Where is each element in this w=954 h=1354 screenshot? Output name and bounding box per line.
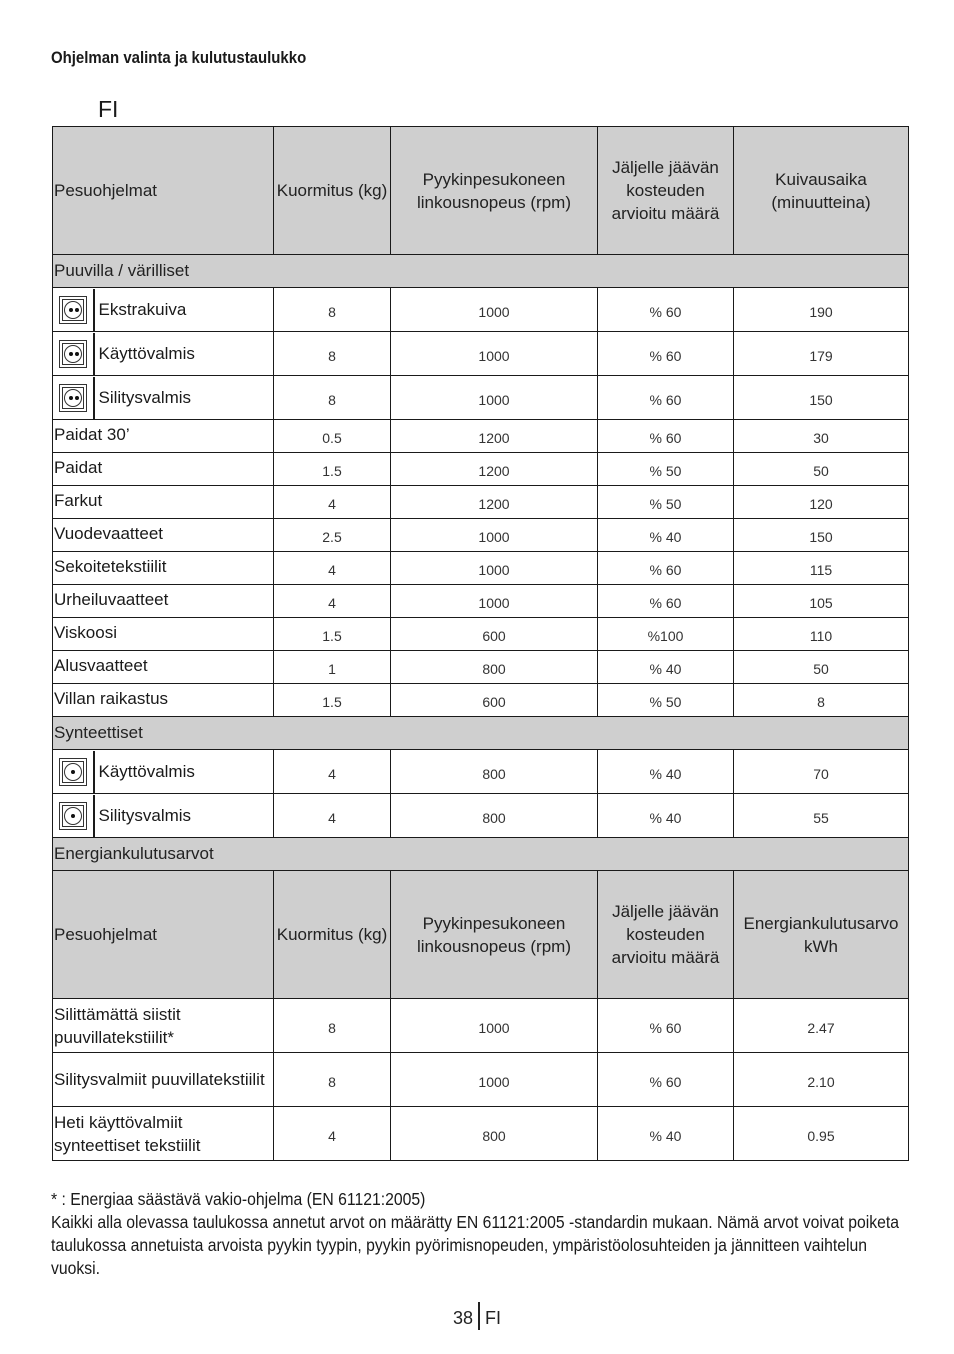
moisture-cell: % 60 bbox=[598, 288, 734, 332]
table-row bbox=[53, 794, 909, 838]
icon-divider bbox=[93, 289, 95, 331]
time-cell: 110 bbox=[734, 618, 909, 651]
time-cell: 55 bbox=[734, 794, 909, 838]
dryer-one-dot-icon bbox=[59, 802, 87, 830]
dryer-two-dots-icon bbox=[59, 384, 87, 412]
moisture-cell: %100 bbox=[598, 618, 734, 651]
spin-cell: 600 bbox=[391, 684, 598, 717]
moisture-cell: % 60 bbox=[598, 332, 734, 376]
program-name: Villan raikastus bbox=[53, 684, 274, 717]
header-row bbox=[53, 871, 909, 999]
col-last-header: Energiankulutusarvo kWh bbox=[734, 871, 909, 999]
dryer-two-dots-icon bbox=[59, 340, 87, 368]
spin-cell: 1200 bbox=[391, 453, 598, 486]
program-cell bbox=[53, 288, 274, 332]
category-synthetics bbox=[53, 717, 909, 750]
program-name: Käyttövalmis bbox=[98, 761, 195, 781]
program-name: Ekstrakuiva bbox=[98, 299, 187, 319]
energy-cell: 0.95 bbox=[734, 1107, 909, 1161]
page-footer bbox=[0, 1308, 954, 1330]
program-cell bbox=[53, 332, 274, 376]
time-cell: 179 bbox=[734, 332, 909, 376]
spin-cell: 1000 bbox=[391, 1053, 598, 1107]
time-cell: 120 bbox=[734, 486, 909, 519]
time-cell: 50 bbox=[734, 651, 909, 684]
energy-cell: 2.47 bbox=[734, 999, 909, 1053]
time-cell: 70 bbox=[734, 750, 909, 794]
load-cell: 8 bbox=[274, 999, 391, 1053]
col-program-header: Pesuohjelmat bbox=[53, 127, 274, 255]
program-name: Heti käyttövalmiit synteettiset tekstiilit bbox=[53, 1107, 274, 1161]
table-row bbox=[53, 453, 909, 486]
load-cell: 1 bbox=[274, 651, 391, 684]
table-row bbox=[53, 519, 909, 552]
category-energy bbox=[53, 838, 909, 871]
header-row bbox=[53, 127, 909, 255]
table-row bbox=[53, 288, 909, 332]
moisture-cell: % 60 bbox=[598, 552, 734, 585]
page-heading: Ohjelman valinta ja kulutustaulukko bbox=[51, 48, 307, 67]
program-name: Urheiluvaatteet bbox=[53, 585, 274, 618]
spin-cell: 800 bbox=[391, 750, 598, 794]
load-cell: 1.5 bbox=[274, 618, 391, 651]
col-program-header: Pesuohjelmat bbox=[53, 871, 274, 999]
col-last-header: Kuivausaika (minuutteina) bbox=[734, 127, 909, 255]
program-name: Alusvaatteet bbox=[53, 651, 274, 684]
table-row bbox=[53, 999, 909, 1053]
col-load-header: Kuormitus (kg) bbox=[274, 127, 391, 255]
load-cell: 4 bbox=[274, 750, 391, 794]
footnote-asterisk: * : Energiaa säästävä vakio-ohjelma (EN 61121:2005) bbox=[51, 1189, 426, 1209]
program-name: Paidat bbox=[53, 453, 274, 486]
col-spin-header: Pyykinpesukoneen linkousnopeus (rpm) bbox=[391, 127, 598, 255]
col-moisture-header: Jäljelle jäävän kosteuden arvioitu määrä bbox=[598, 127, 734, 255]
moisture-cell: % 50 bbox=[598, 486, 734, 519]
moisture-cell: % 40 bbox=[598, 1107, 734, 1161]
moisture-cell: % 50 bbox=[598, 684, 734, 717]
load-cell: 1.5 bbox=[274, 684, 391, 717]
category-synthetics-label: Synteettiset bbox=[53, 717, 909, 750]
program-name: Farkut bbox=[53, 486, 274, 519]
moisture-cell: % 60 bbox=[598, 1053, 734, 1107]
table-row bbox=[53, 486, 909, 519]
icon-divider bbox=[93, 751, 95, 793]
program-name: Silitysvalmiit puuvillatekstiilit bbox=[53, 1053, 274, 1107]
moisture-cell: % 40 bbox=[598, 651, 734, 684]
category-cotton bbox=[53, 255, 909, 288]
program-cell bbox=[53, 376, 274, 420]
footnote bbox=[51, 1188, 900, 1280]
table-row bbox=[53, 585, 909, 618]
moisture-cell: % 60 bbox=[598, 999, 734, 1053]
table-row bbox=[53, 651, 909, 684]
program-name: Sekoitetekstiilit bbox=[53, 552, 274, 585]
load-cell: 4 bbox=[274, 585, 391, 618]
program-name: Viskoosi bbox=[53, 618, 274, 651]
energy-cell: 2.10 bbox=[734, 1053, 909, 1107]
spin-cell: 600 bbox=[391, 618, 598, 651]
spin-cell: 1200 bbox=[391, 420, 598, 453]
icon-divider bbox=[93, 377, 95, 419]
moisture-cell: % 60 bbox=[598, 376, 734, 420]
spin-cell: 1000 bbox=[391, 552, 598, 585]
load-cell: 4 bbox=[274, 794, 391, 838]
icon-divider bbox=[93, 333, 95, 375]
time-cell: 50 bbox=[734, 453, 909, 486]
time-cell: 105 bbox=[734, 585, 909, 618]
table-row bbox=[53, 420, 909, 453]
time-cell: 8 bbox=[734, 684, 909, 717]
page-language: FI bbox=[485, 1308, 502, 1328]
icon-divider bbox=[93, 795, 95, 837]
time-cell: 150 bbox=[734, 376, 909, 420]
load-cell: 8 bbox=[274, 288, 391, 332]
spin-cell: 1000 bbox=[391, 519, 598, 552]
load-cell: 8 bbox=[274, 1053, 391, 1107]
moisture-cell: % 60 bbox=[598, 420, 734, 453]
table-row bbox=[53, 376, 909, 420]
time-cell: 150 bbox=[734, 519, 909, 552]
table-row bbox=[53, 750, 909, 794]
language-label: FI bbox=[98, 96, 119, 122]
moisture-cell: % 60 bbox=[598, 585, 734, 618]
table-row bbox=[53, 332, 909, 376]
program-name: Paidat 30’ bbox=[53, 420, 274, 453]
program-table bbox=[52, 126, 909, 1161]
dryer-two-dots-icon bbox=[59, 296, 87, 324]
spin-cell: 1000 bbox=[391, 332, 598, 376]
moisture-cell: % 40 bbox=[598, 750, 734, 794]
category-cotton-label: Puuvilla / värilliset bbox=[53, 255, 909, 288]
spin-cell: 1000 bbox=[391, 999, 598, 1053]
spin-cell: 1200 bbox=[391, 486, 598, 519]
program-name: Silitysvalmis bbox=[98, 387, 192, 407]
program-cell bbox=[53, 794, 274, 838]
moisture-cell: % 50 bbox=[598, 453, 734, 486]
load-cell: 8 bbox=[274, 332, 391, 376]
load-cell: 8 bbox=[274, 376, 391, 420]
load-cell: 1.5 bbox=[274, 453, 391, 486]
spin-cell: 1000 bbox=[391, 376, 598, 420]
col-moisture-header: Jäljelle jäävän kosteuden arvioitu määrä bbox=[598, 871, 734, 999]
dryer-one-dot-icon bbox=[59, 758, 87, 786]
spin-cell: 1000 bbox=[391, 288, 598, 332]
time-cell: 115 bbox=[734, 552, 909, 585]
moisture-cell: % 40 bbox=[598, 794, 734, 838]
spin-cell: 800 bbox=[391, 1107, 598, 1161]
moisture-cell: % 40 bbox=[598, 519, 734, 552]
load-cell: 2.5 bbox=[274, 519, 391, 552]
spin-cell: 800 bbox=[391, 651, 598, 684]
spin-cell: 800 bbox=[391, 794, 598, 838]
load-cell: 0.5 bbox=[274, 420, 391, 453]
page-number: 38 bbox=[452, 1308, 474, 1328]
load-cell: 4 bbox=[274, 486, 391, 519]
table-row bbox=[53, 552, 909, 585]
program-name: Käyttövalmis bbox=[98, 343, 195, 363]
program-name: Silitysvalmis bbox=[98, 805, 192, 825]
col-spin-header: Pyykinpesukoneen linkousnopeus (rpm) bbox=[391, 871, 598, 999]
program-name: Vuodevaatteet bbox=[53, 519, 274, 552]
table-row bbox=[53, 684, 909, 717]
table-row bbox=[53, 1107, 909, 1161]
load-cell: 4 bbox=[274, 1107, 391, 1161]
time-cell: 30 bbox=[734, 420, 909, 453]
col-load-header: Kuormitus (kg) bbox=[274, 871, 391, 999]
category-energy-label: Energiankulutusarvot bbox=[53, 838, 909, 871]
time-cell: 190 bbox=[734, 288, 909, 332]
table-row bbox=[53, 618, 909, 651]
footnote-text: Kaikki alla olevassa taulukossa annetut arvot on määrätty EN 61121:2005 -standardin mukaan. Nämä arvot voivat poiketa taulukossa annetuista arvoista pyykin tyypin, pyykin pyörimisnopeuden, ympäristöolosuhteiden ja jännitteen vaihtelun vuoksi. bbox=[51, 1212, 900, 1278]
load-cell: 4 bbox=[274, 552, 391, 585]
program-cell bbox=[53, 750, 274, 794]
spin-cell: 1000 bbox=[391, 585, 598, 618]
table-row bbox=[53, 1053, 909, 1107]
program-name: Silittämättä siistit puuvillatekstiilit* bbox=[53, 999, 274, 1053]
